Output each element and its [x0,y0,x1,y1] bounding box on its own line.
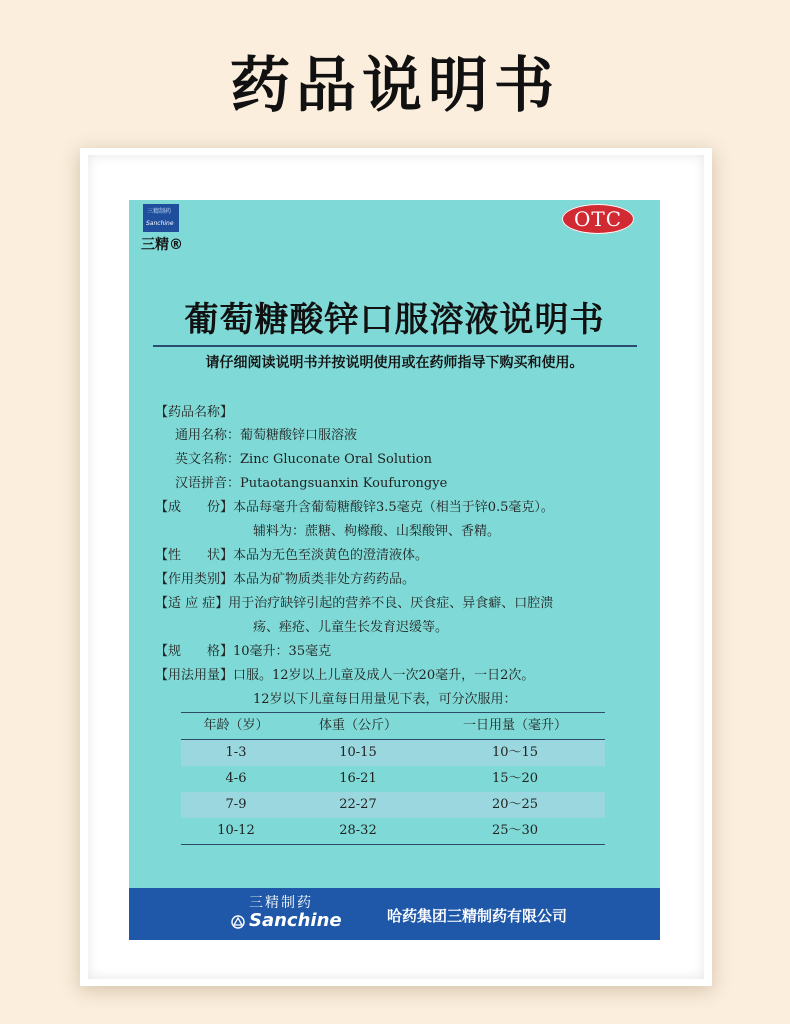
section-label: 【药品名称】 [155,405,234,420]
leaflet-title: 葡萄糖酸锌口服溶液说明书 [184,300,605,340]
cell-age: 1-3 [225,745,247,760]
field-value: 葡萄糖酸锌口服溶液 [240,428,358,443]
cell-weight: 10-15 [339,745,377,760]
footer-brand-en: Sanchine [249,910,342,931]
section-label: 【用法用量】 [155,668,234,683]
cell-dose: 25～30 [491,823,539,838]
cell-dose: 15～20 [491,771,539,786]
field-value: 12岁以下儿童每日用量见下表，可分次服用： [253,692,517,707]
cell-age: 4-6 [225,771,247,786]
leaflet-footer [129,888,660,940]
medicine-leaflet [129,200,660,940]
cell-dose: 10～15 [491,745,539,760]
section-english-name [175,448,432,467]
usage-notice: 请仔细阅读说明书并按说明使用或在药师指导下购买和使用。 [205,355,584,371]
dosage-table [181,712,605,845]
section-indications-cont [253,616,448,635]
field-value: 用于治疗缺锌引起的营养不良、厌食症、异食癖、口腔溃 [228,596,554,611]
field-value: 10毫升：35毫克 [233,644,332,659]
logo-box-text: 三精制药 [147,208,172,215]
field-value: Zinc Gluconate Oral Solution [240,452,432,467]
table-row [181,792,605,818]
section-label: 【成 份】 [155,500,234,515]
section-drug-name [155,401,233,420]
table-row [181,818,605,845]
field-value: 本品为无色至淡黄色的澄清液体。 [233,548,429,563]
section-dosage [155,664,534,683]
header-daily-dose: 一日用量（毫升） [462,718,567,733]
section-label: 【性 状】 [155,548,234,563]
section-properties [155,544,428,563]
section-specification [155,640,331,659]
field-value: 本品为矿物质类非处方药药品。 [233,572,416,587]
section-label: 【规 格】 [155,644,234,659]
footer-brand-cn: 三精制药 [249,895,313,911]
cell-age: 10-12 [217,823,255,838]
cell-weight: 22-27 [339,797,377,812]
logo-name: 三精® [141,237,183,253]
field-label: 英文名称： [175,452,241,467]
cell-weight: 16-21 [339,771,377,786]
field-value: 辅料为：蔗糖、枸橼酸、山梨酸钾、香精。 [253,524,501,539]
section-category [155,568,415,587]
title-divider [153,345,637,347]
field-label: 汉语拼音： [175,476,241,491]
section-label: 【适 应 症】 [155,596,229,611]
footer-company: 哈药集团三精制药有限公司 [387,907,568,925]
table-row [181,740,605,766]
brand-logo [141,204,185,254]
table-row [181,766,605,792]
field-value: 疡、痤疮、儿童生长发育迟缓等。 [253,620,449,635]
field-value: 口服。12岁以上儿童及成人一次20毫升，一日2次。 [233,668,535,683]
field-label: 通用名称： [175,428,241,443]
logo-box-subtext: Sanchine [146,220,174,227]
section-indications [155,592,553,611]
section-label: 【作用类别】 [155,572,234,587]
otc-badge: OTC [562,204,634,234]
section-pinyin [175,472,447,491]
cell-weight: 28-32 [339,823,377,838]
field-value: 本品每毫升含葡萄糖酸锌3.5毫克（相当于锌0.5毫克）。 [233,500,554,515]
header-weight: 体重（公斤） [318,718,397,733]
section-composition-excipients [253,520,500,539]
field-value: Putaotangsuanxin Koufurongye [240,476,448,491]
section-generic-name [175,424,357,443]
header-age: 年龄（岁） [203,718,269,733]
section-dosage-children [253,688,517,707]
sanchine-triangle-icon [231,915,245,929]
page-heading: 药品说明书 [230,51,560,121]
cell-dose: 20～25 [491,797,539,812]
table-header [181,712,605,740]
logo-mark [143,204,179,232]
section-composition [155,496,554,515]
cell-age: 7-9 [225,797,247,812]
